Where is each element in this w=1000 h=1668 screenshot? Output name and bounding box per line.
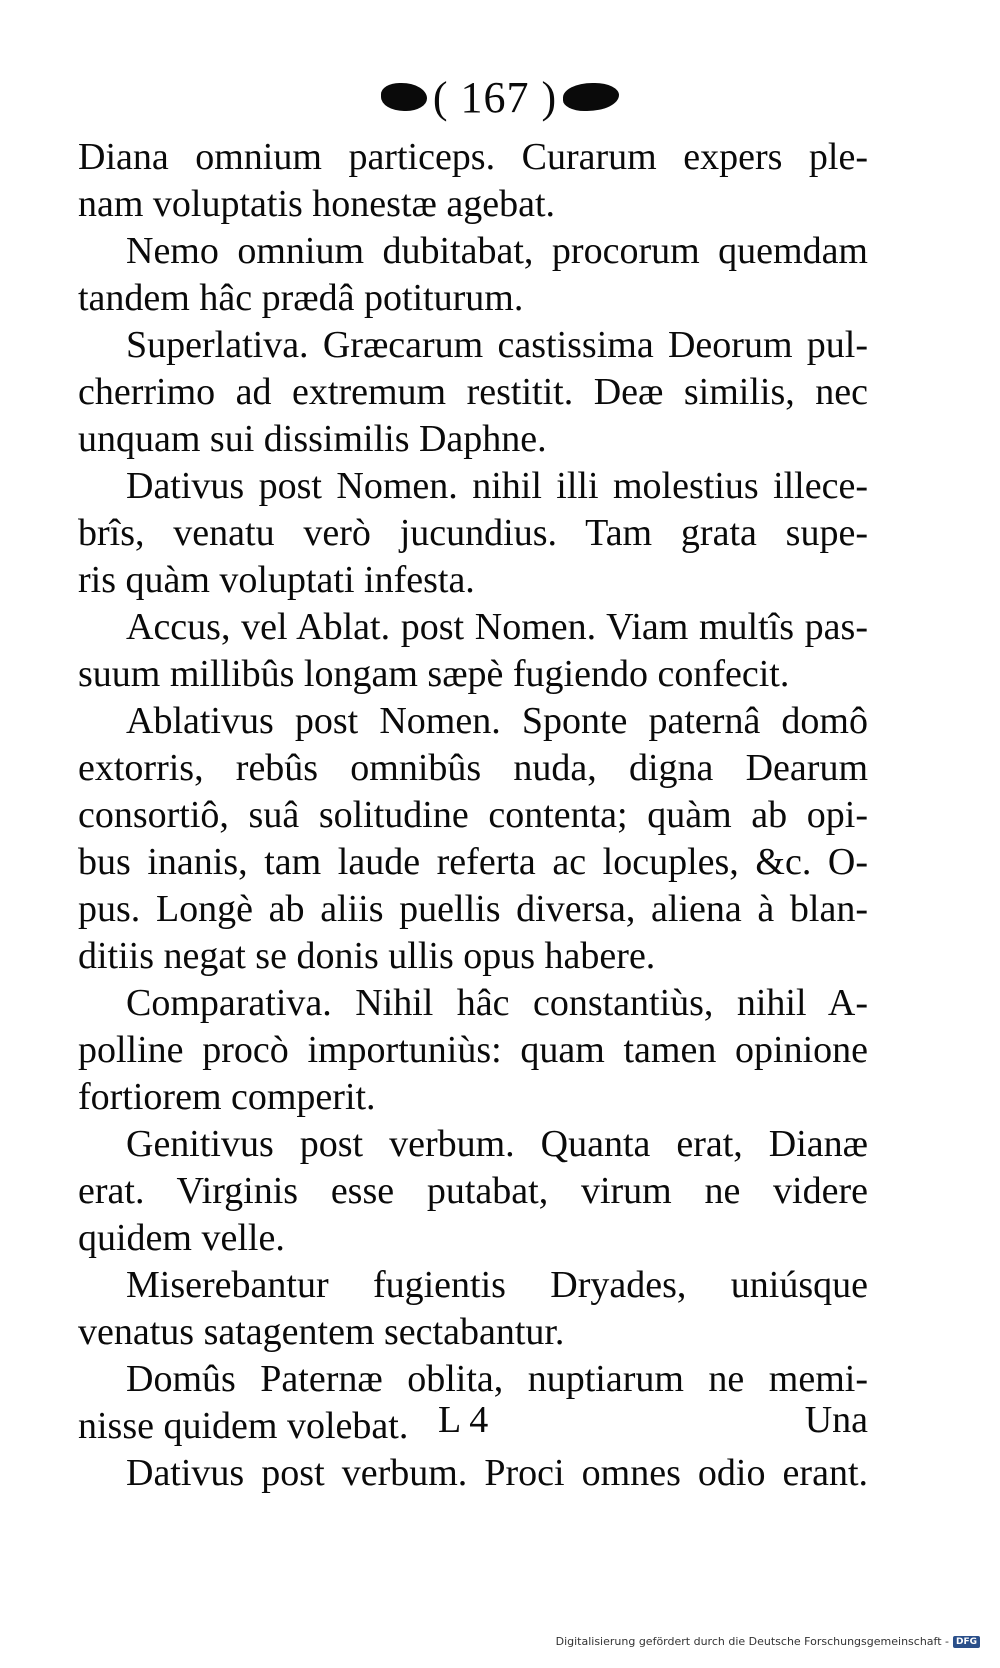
signature-mark: L 4 <box>438 1399 489 1441</box>
text-line: Dativus post verbum. Proci omnes odio erant. <box>126 1452 868 1494</box>
text-line: consortiô, suâ solitudine contenta; quàm ab opi- <box>78 794 868 836</box>
text-line: cherrimo ad extremum restitit. Deæ similis, nec <box>78 371 868 413</box>
text-line: venatus satagentem sectabantur. <box>78 1311 565 1353</box>
page-footer <box>78 1398 868 1448</box>
text-line: suum millibûs longam sæpè fugiendo confecit. <box>78 653 790 695</box>
text-line: Comparativa. Nihil hâc constantiùs, nihil A- <box>126 982 868 1024</box>
text-line: brîs, venatu verò jucundius. Tam grata supe- <box>78 512 868 554</box>
text-line: erat. Virginis esse putabat, virum ne videre <box>78 1170 868 1212</box>
text-line: Superlativa. Græcarum castissima Deorum pul- <box>126 324 868 366</box>
text-line: Miserebantur fugientis Dryades, uniúsque <box>126 1264 868 1306</box>
text-line: tandem hâc prædâ potiturum. <box>78 277 524 319</box>
page-number: ( 167 ) <box>432 72 558 122</box>
text-line: extorris, rebûs omnibûs nuda, digna Dearum <box>78 747 868 789</box>
left-ornament-icon <box>381 83 427 111</box>
text-line: pus. Longè ab aliis puellis diversa, aliena à blan- <box>78 888 868 930</box>
page-header <box>0 62 1000 132</box>
text-line: nam voluptatis honestæ agebat. <box>78 183 556 225</box>
text-line: Diana omnium particeps. Curarum expers ple- <box>78 136 868 178</box>
text-line: Nemo omnium dubitabat, procorum quemdam <box>126 230 868 272</box>
text-line: ris quàm voluptati infesta. <box>78 559 475 601</box>
text-line: Domûs Paternæ oblita, nuptiarum ne memi- <box>126 1358 868 1400</box>
text-line: nisse quidem volebat. <box>78 1405 409 1447</box>
right-ornament-icon <box>563 83 619 111</box>
text-line: ditiis negat se donis ullis opus habere. <box>78 935 656 977</box>
text-line: Ablativus post Nomen. Sponte paternâ domô <box>126 700 868 742</box>
text-body <box>78 134 868 1497</box>
text-line: bus inanis, tam laude referta ac locuples, &c. O- <box>78 841 868 883</box>
text-line: unquam sui dissimilis Daphne. <box>78 418 547 460</box>
dfg-logo: DFG <box>953 1636 980 1648</box>
text-line: Genitivus post verbum. Quanta erat, Dianæ <box>126 1123 868 1165</box>
text-line: fortiorem comperit. <box>78 1076 376 1118</box>
text-line: polline procò importuniùs: quam tamen opinione <box>78 1029 868 1071</box>
digitization-credit <box>556 1635 980 1648</box>
credit-text: Digitalisierung gefördert durch die Deutsche Forschungsgemeinschaft - <box>555 1635 949 1648</box>
text-line: Accus, vel Ablat. post Nomen. Viam multîs pas- <box>126 606 868 648</box>
catchword: Una <box>804 1399 868 1441</box>
text-line: quidem velle. <box>78 1217 285 1259</box>
text-line: Dativus post Nomen. nihil illi molestius illece- <box>126 465 868 507</box>
